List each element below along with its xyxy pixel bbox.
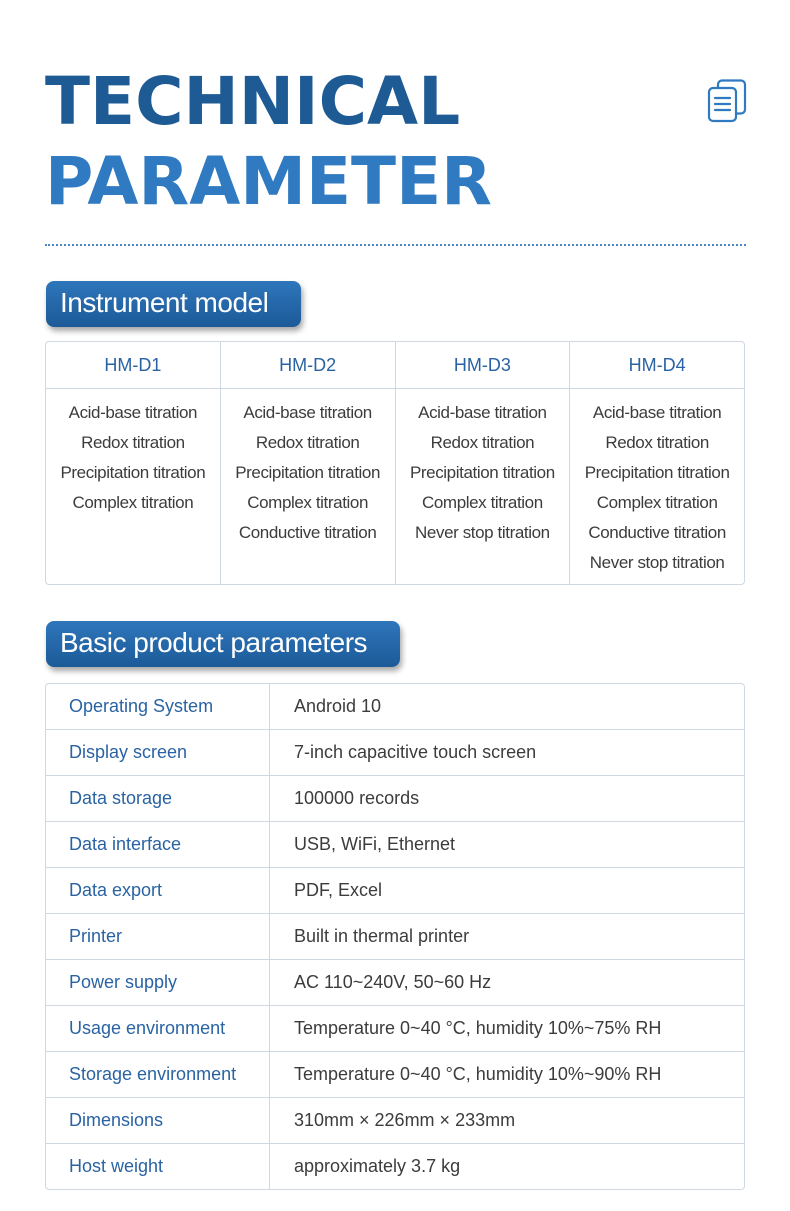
model-function: Complex titration — [596, 493, 718, 512]
page-title — [45, 62, 492, 222]
model-column-hm-d4 — [570, 342, 744, 584]
basic-parameters-table — [45, 683, 745, 1190]
param-value: approximately 3.7 kg — [294, 1156, 461, 1176]
param-value: PDF, Excel — [294, 880, 383, 900]
model-function: Acid-base titration — [592, 403, 722, 422]
document-icon — [706, 79, 748, 123]
model-function: Never stop titration — [589, 553, 725, 572]
model-function: Never stop titration — [415, 523, 550, 542]
param-label: Usage environment — [46, 1006, 270, 1051]
param-value: Built in thermal printer — [294, 926, 470, 946]
model-name: HM-D1 — [46, 342, 220, 389]
param-value: USB, WiFi, Ethernet — [294, 834, 456, 854]
param-label: Power supply — [46, 960, 270, 1005]
param-label: Data export — [46, 868, 270, 913]
param-value: 310mm × 226mm × 233mm — [294, 1110, 516, 1130]
table-row — [46, 1052, 744, 1098]
table-row — [46, 914, 744, 960]
model-function: Precipitation titration — [409, 463, 555, 482]
table-row — [46, 1144, 744, 1189]
model-function-list — [396, 389, 570, 548]
title-line-2: PARAMETER — [45, 143, 492, 220]
model-function: Complex titration — [72, 493, 194, 512]
model-function: Acid-base titration — [243, 403, 372, 422]
dotted-divider — [45, 244, 746, 246]
model-function: Acid-base titration — [418, 403, 547, 422]
param-label: Storage environment — [46, 1052, 270, 1097]
model-column-hm-d3 — [396, 342, 571, 584]
model-function: Redox titration — [430, 433, 535, 452]
model-function-list — [221, 389, 395, 548]
model-name: HM-D4 — [570, 342, 744, 389]
param-value: Temperature 0~40 °C, humidity 10%~75% RH — [294, 1018, 662, 1038]
model-function-list — [570, 389, 744, 578]
model-function: Precipitation titration — [235, 463, 381, 482]
model-function: Complex titration — [422, 493, 543, 512]
param-value: Temperature 0~40 °C, humidity 10%~90% RH — [294, 1064, 662, 1084]
table-row — [46, 822, 744, 868]
model-function: Acid-base titration — [68, 403, 198, 422]
param-label: Data interface — [46, 822, 270, 867]
title-line-1: TECHNICAL — [45, 63, 461, 140]
model-column-hm-d2 — [221, 342, 396, 584]
model-function: Complex titration — [247, 493, 368, 512]
table-row — [46, 684, 744, 730]
table-row — [46, 1098, 744, 1144]
param-label: Data storage — [46, 776, 270, 821]
basic-parameters-heading: Basic product parameters — [46, 621, 400, 667]
param-value: 100000 records — [294, 788, 420, 808]
model-column-hm-d1 — [46, 342, 221, 584]
model-name: HM-D2 — [221, 342, 395, 389]
param-label: Display screen — [46, 730, 270, 775]
model-function: Conductive titration — [588, 523, 726, 542]
param-label: Host weight — [46, 1144, 270, 1189]
table-row — [46, 868, 744, 914]
instrument-model-table — [45, 341, 745, 585]
param-label: Printer — [46, 914, 270, 959]
model-function: Precipitation titration — [584, 463, 730, 482]
model-function: Redox titration — [81, 433, 185, 452]
table-row — [46, 776, 744, 822]
param-label: Dimensions — [46, 1098, 270, 1143]
instrument-model-heading: Instrument model — [46, 281, 301, 327]
table-row — [46, 960, 744, 1006]
param-value: 7-inch capacitive touch screen — [294, 742, 537, 762]
model-function: Redox titration — [605, 433, 709, 452]
model-function: Precipitation titration — [60, 463, 206, 482]
param-label: Operating System — [46, 684, 270, 729]
model-name: HM-D3 — [396, 342, 570, 389]
table-row — [46, 730, 744, 776]
model-function: Redox titration — [255, 433, 360, 452]
table-row — [46, 1006, 744, 1052]
param-value: Android 10 — [294, 696, 382, 716]
model-function-list — [46, 389, 220, 518]
model-function: Conductive titration — [238, 523, 377, 542]
param-value: AC 110~240V, 50~60 Hz — [294, 972, 492, 992]
